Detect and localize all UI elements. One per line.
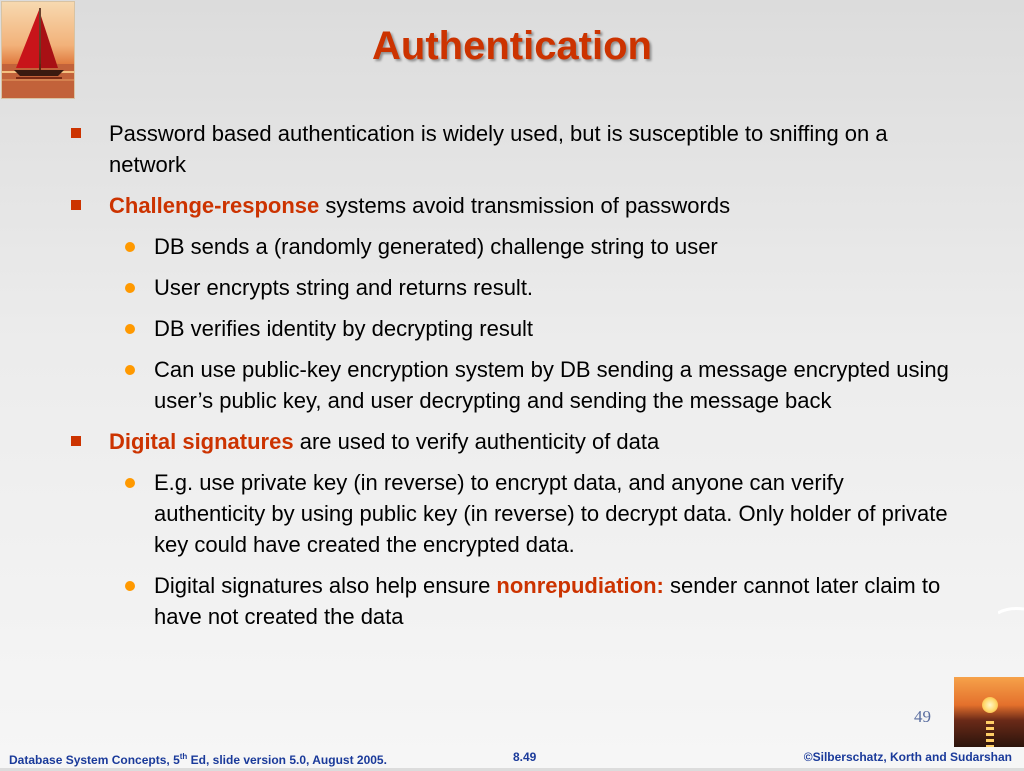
sub-bullet-user-encrypts [70, 272, 950, 303]
bullet-challenge-response [70, 190, 950, 221]
page-number: 49 [914, 707, 931, 726]
bullet-text: sender cannot later claim to have not created the data [154, 573, 941, 629]
sun-reflection [986, 721, 994, 747]
footer-book-title: Database System Concepts, 5 [9, 753, 180, 767]
bullet-text: DB sends a (randomly generated) challenge string to user [154, 234, 718, 259]
footer-copyright: ©Silberschatz, Korth and Sudarshan [803, 750, 1012, 764]
round-bullet-icon [125, 581, 135, 591]
sub-bullet-db-verifies [70, 313, 950, 344]
square-bullet-icon [71, 128, 81, 138]
bullet-text: are used to verify authenticity of data [293, 429, 660, 454]
round-bullet-icon [125, 283, 135, 293]
sunset-image [954, 677, 1024, 747]
slide-body [70, 118, 950, 642]
footer-book-info [9, 746, 387, 771]
highlight-term: Challenge-response [109, 193, 320, 218]
highlight-term: Digital signatures [109, 429, 294, 454]
round-bullet-icon [125, 242, 135, 252]
round-bullet-icon [125, 365, 135, 375]
wave-decoration [998, 605, 1024, 617]
sun-icon [982, 697, 998, 713]
highlight-term: nonrepudiation: [496, 573, 664, 598]
bullet-digital-signatures [70, 426, 950, 457]
footer-version: Ed, slide version 5.0, August 2005. [187, 753, 387, 767]
sub-bullet-private-key [70, 467, 950, 560]
footer-edition-sup: th [179, 752, 188, 761]
sub-bullet-nonrepudiation [70, 570, 950, 632]
bullet-text: Can use public-key encryption system by DB sending a message encrypted using user’s public key, and user decrypting and sending the message back [154, 357, 949, 413]
square-bullet-icon [71, 436, 81, 446]
round-bullet-icon [125, 478, 135, 488]
round-bullet-icon [125, 324, 135, 334]
bullet-text: User encrypts string and returns result. [154, 275, 534, 300]
bullet-text: E.g. use private key (in reverse) to encrypt data, and anyone can verify authenticity by using public key (in reverse) to decrypt data. Only holder of private key could have created the encrypted data. [154, 470, 948, 557]
square-bullet-icon [71, 200, 81, 210]
bullet-password-auth [70, 118, 950, 180]
sub-bullet-public-key [70, 354, 950, 416]
bullet-text: DB verifies identity by decrypting result [154, 316, 534, 341]
bullet-text: Password based authentication is widely used, but is susceptible to sniffing on a network [109, 121, 888, 177]
bullet-text: systems avoid transmission of passwords [319, 193, 731, 218]
sub-bullet-challenge-string [70, 231, 950, 262]
bullet-text: Digital signatures also help ensure [154, 573, 497, 598]
slide-title: Authentication [372, 24, 652, 68]
slide-footer [0, 746, 1024, 768]
footer-slide-number: 8.49 [513, 750, 537, 764]
